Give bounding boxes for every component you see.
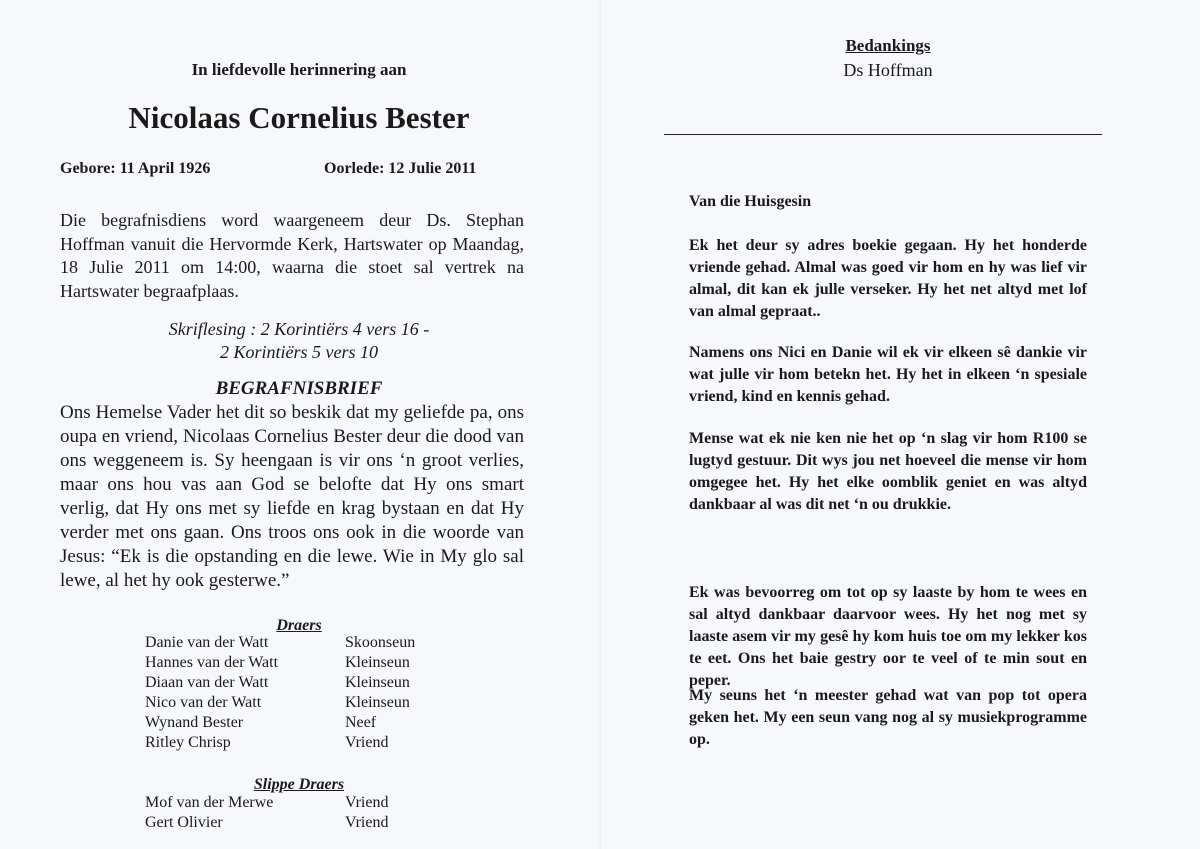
memory-line: In liefdevolle herinnering aan <box>191 60 407 79</box>
scripture-reading <box>0 318 598 364</box>
bearer-role: Vriend <box>345 734 389 751</box>
thanks-title: Bedankings <box>845 36 931 55</box>
bearers-roles <box>345 633 415 753</box>
bearer-name: Wynand Bester <box>145 714 244 731</box>
bearers-title: Draers <box>276 617 322 634</box>
birth-date: Gebore: 11 April 1926 <box>60 160 211 177</box>
bearer-name: Ritley Chrisp <box>145 734 231 751</box>
slip-bearers-roles <box>345 793 388 833</box>
bearer-name: Danie van der Watt <box>145 634 269 651</box>
letter-paragraph: Ons Hemelse Vader het dit so beskik dat my geliefde pa, ons oupa en vriend, Nicolaas Cornelius Bester deur die dood van ons weggeneem is. Sy heengaan is vir ons ‘n groot verlies, maar ons hou vas aan God se belofte dat Hy ons smart verlig, dat Hy ons met sy liefde en krag bystaan en dat Hy verder met ons gaan. Ons troos ons ook in die woorde van Jesus: “Ek is die opstanding en die lewe. Wie in My glo sal lewe, al het hy ook gesterwe.” <box>60 402 524 591</box>
slip-bearer-role: Vriend <box>345 814 389 831</box>
family-paragraph: Ek het deur sy adres boekie gegaan. Hy het honderde vriende gehad. Almal was goed vir hom en hy was lief vir almal, dit kan ek julle verseker. Hy het net altyd met lof van almal gepraat.. <box>689 237 1087 320</box>
slip-bearers-names <box>145 793 273 833</box>
slip-bearer-role: Vriend <box>345 794 389 811</box>
divider-line <box>664 134 1102 135</box>
bearer-name: Hannes van der Watt <box>145 654 279 671</box>
family-paragraph: Ek was bevoorreg om tot op sy laaste by hom te wees en sal altyd dankbaar daarvoor wees. Hy het nog met sy laaste asem vir my gesê hy kom huis toe om my lekker kos te eet. Ons het baie gestry oor te veel of te min sout en peper. <box>689 584 1087 689</box>
family-heading: Van die Huisgesin <box>689 193 812 210</box>
bearer-role: Skoonseun <box>345 634 416 651</box>
bearer-role: Kleinseun <box>345 654 410 671</box>
bearer-name: Diaan van der Watt <box>145 674 269 691</box>
bearer-name: Nico van der Watt <box>145 694 262 711</box>
service-paragraph: Die begrafnisdiens word waargeneem deur Ds. Stephan Hoffman vanuit die Hervormde Kerk, Hartswater op Maandag, 18 Julie 2011 om 14:00, waarna die stoet sal vertrek na Hartswater begraafplaas. <box>60 210 524 301</box>
slip-bearers-title: Slippe Draers <box>253 776 345 793</box>
slip-bearer-name: Mof van der Merwe <box>145 794 274 811</box>
family-paragraph: Namens ons Nici en Danie wil ek vir elkeen sê dankie vir wat julle vir hom betekn het. Hy het in elkeen ‘n spesiale vriend, kind en kennis gehad. <box>689 344 1087 405</box>
bearer-role: Kleinseun <box>345 694 410 711</box>
bearer-role: Neef <box>345 714 377 731</box>
family-paragraph: My seuns het ‘n meester gehad wat van pop tot opera geken het. My een seun vang nog al sy musiekprogramme op. <box>689 687 1087 748</box>
family-paragraph: Mense wat ek nie ken nie het op ‘n slag vir hom R100 se lugtyd gestuur. Dit wys jou net hoeveel die mense vir hom omgegee het. Hy het elke oomblik geniet en was altyd dankbaar al was dit net ‘n ou drukkie. <box>689 430 1087 513</box>
slip-bearer-name: Gert Olivier <box>145 814 223 831</box>
bearers-names <box>145 633 278 753</box>
deceased-name: Nicolaas Cornelius Bester <box>128 100 470 135</box>
letter-heading: BEGRAFNISBRIEF <box>215 378 383 399</box>
death-date: Oorlede: 12 Julie 2011 <box>324 160 477 177</box>
scripture-line-1: Skriflesing : 2 Korintiërs 4 vers 16 - <box>168 319 430 339</box>
thanks-name: Ds Hoffman <box>843 60 933 80</box>
bearer-role: Kleinseun <box>345 674 410 691</box>
scripture-line-2: 2 Korintiërs 5 vers 10 <box>219 342 378 362</box>
